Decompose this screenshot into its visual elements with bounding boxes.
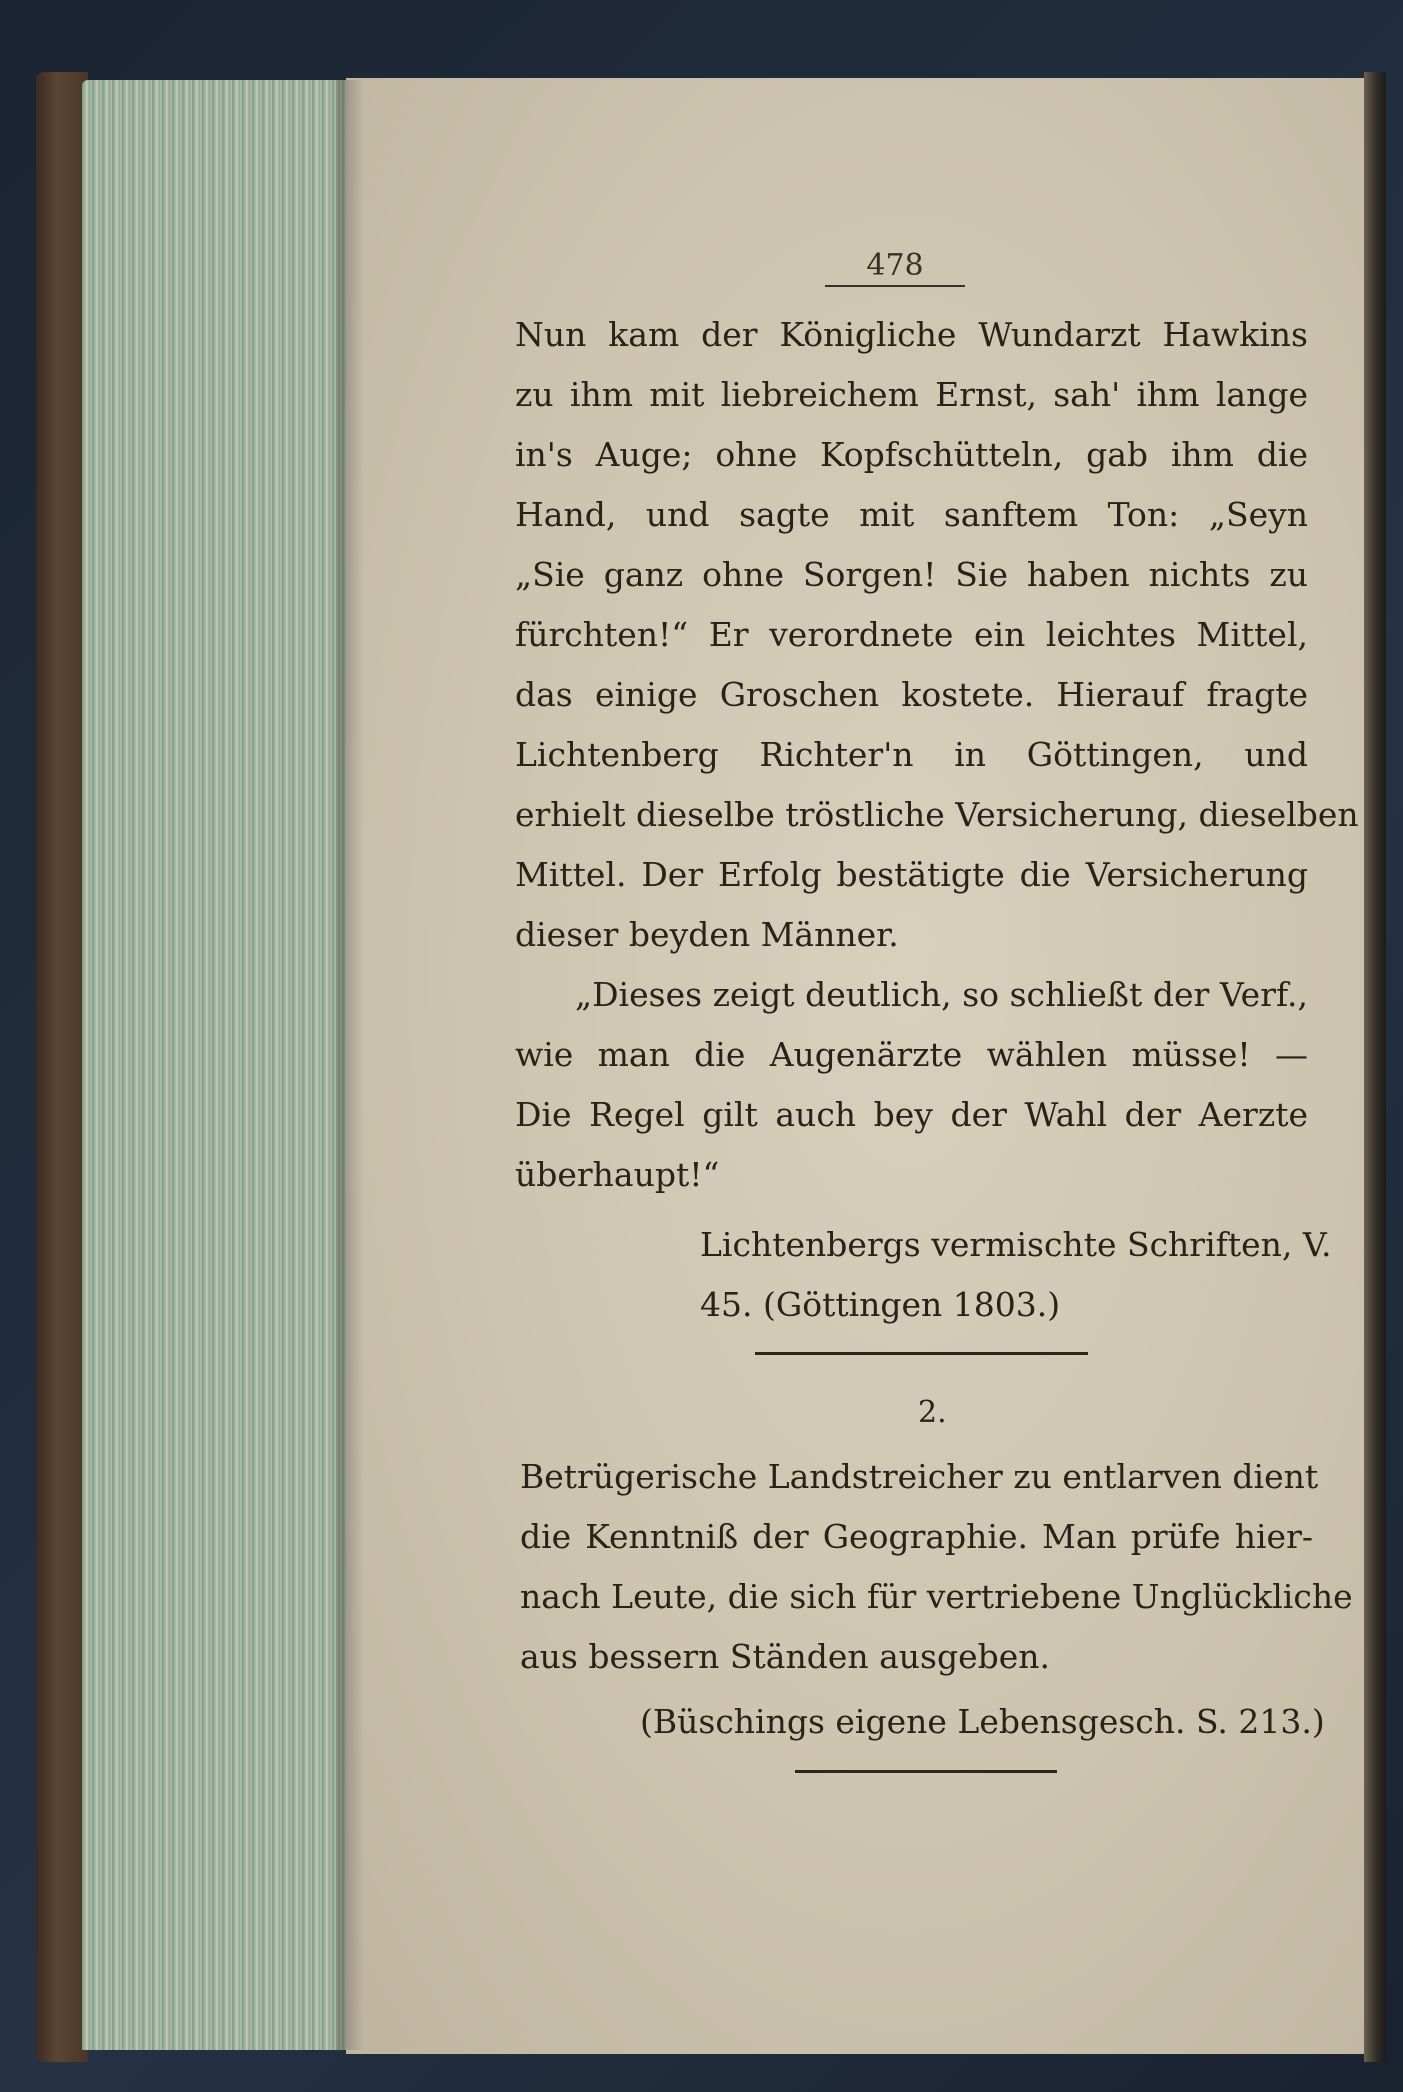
text-line: Lichtenberg Richter'n in Göttingen, und bbox=[515, 735, 1308, 774]
paragraph-1 bbox=[515, 305, 1359, 965]
page-edges bbox=[82, 80, 352, 2050]
text-line: „Dieses zeigt deutlich, so schließt der Verf., bbox=[575, 975, 1308, 1014]
text-line: das einige Groschen kostete. Hierauf fragte bbox=[515, 675, 1308, 714]
page-number: 478 bbox=[825, 248, 965, 287]
paragraph-2 bbox=[515, 965, 1308, 1205]
text-line: Mittel. Der Erfolg bestätigte die Versicherung bbox=[515, 855, 1308, 894]
gutter bbox=[1364, 72, 1386, 2062]
text-line: in's Auge; ohne Kopfschütteln, gab ihm die bbox=[515, 435, 1308, 474]
text-line: erhielt dieselbe tröstliche Versicherung, dieselben bbox=[515, 795, 1359, 834]
source-citation-line-2: 45. (Göttingen 1803.) bbox=[700, 1285, 1061, 1324]
text-line: dieser beyden Männer. bbox=[515, 915, 899, 954]
section-number: 2. bbox=[918, 1395, 947, 1430]
text-line: aus bessern Ständen ausgeben. bbox=[520, 1637, 1051, 1676]
text-line: überhaupt!“ bbox=[515, 1155, 720, 1194]
text-line: Nun kam der Königliche Wundarzt Hawkins bbox=[515, 315, 1308, 354]
text-line: Betrügerische Landstreicher zu entlarven dient bbox=[520, 1457, 1319, 1496]
text-line: die Kenntniß der Geographie. Man prüfe hier- bbox=[520, 1517, 1313, 1556]
text-line: Die Regel gilt auch bey der Wahl der Aerzte bbox=[515, 1095, 1308, 1134]
text-line: nach Leute, die sich für vertriebene Unglückliche bbox=[520, 1577, 1353, 1616]
edge-shadow bbox=[336, 80, 364, 2050]
text-line: wie man die Augenärzte wählen müsse! — bbox=[515, 1035, 1308, 1074]
source-citation-line-1: Lichtenbergs vermischte Schriften, V. bbox=[700, 1225, 1332, 1264]
source-citation-2: (Büschings eigene Lebensgesch. S. 213.) bbox=[640, 1702, 1325, 1741]
text-line: „Sie ganz ohne Sorgen! Sie haben nichts zu bbox=[515, 555, 1308, 594]
text-line: zu ihm mit liebreichem Ernst, sah' ihm lange bbox=[515, 375, 1308, 414]
text-line: fürchten!“ Er verordnete ein leichtes Mittel, bbox=[515, 615, 1308, 654]
book-cover bbox=[36, 72, 88, 2062]
paragraph-3 bbox=[520, 1447, 1353, 1687]
section-divider-2 bbox=[795, 1770, 1057, 1773]
section-divider-1 bbox=[755, 1352, 1088, 1355]
text-line: Hand, und sagte mit sanftem Ton: „Seyn bbox=[515, 495, 1308, 534]
